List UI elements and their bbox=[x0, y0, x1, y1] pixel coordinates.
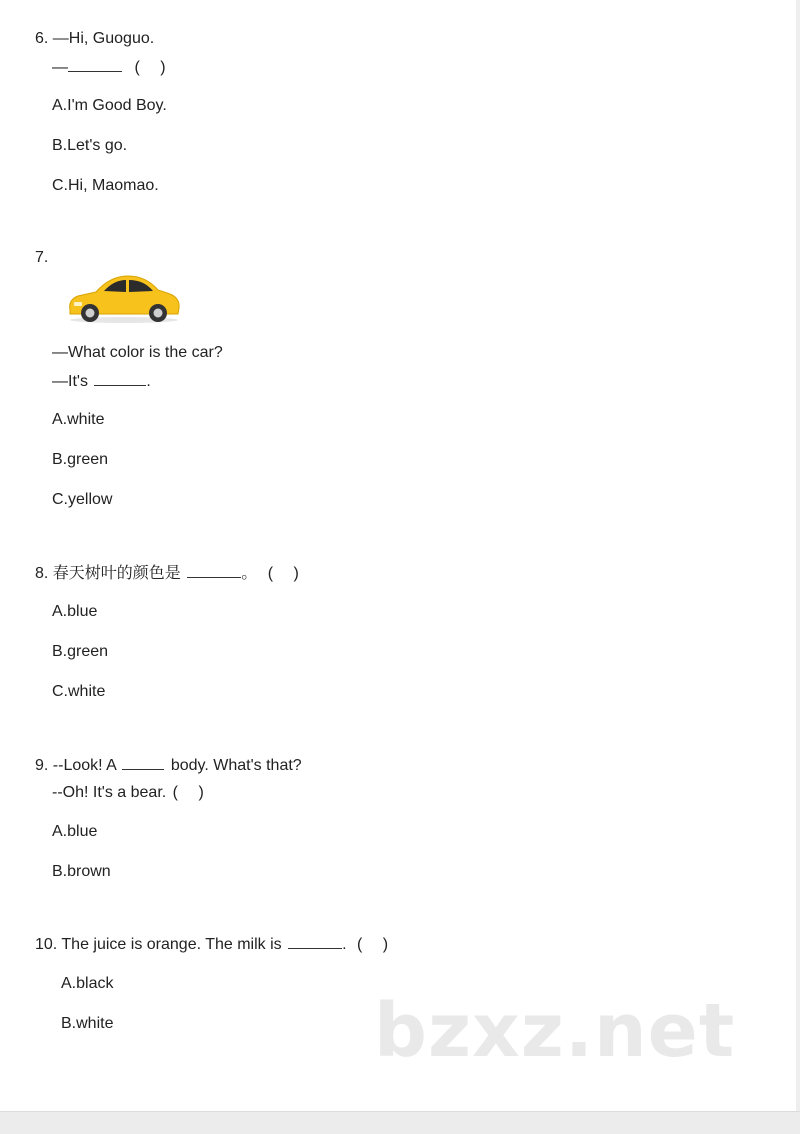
dialogue-text: --Oh! It's a bear. bbox=[52, 784, 167, 801]
question-suffix: . bbox=[342, 936, 347, 953]
question-7-dialogue-2 bbox=[52, 371, 151, 392]
question-7-option-b: B.green bbox=[52, 451, 109, 468]
question-6-answer-line bbox=[52, 57, 166, 78]
question-7-option-c: C.yellow bbox=[52, 491, 113, 508]
answer-blank bbox=[288, 934, 342, 949]
question-number: 10. bbox=[35, 936, 58, 953]
question-10-option-b: B.white bbox=[61, 1015, 114, 1032]
question-number: 8. bbox=[35, 565, 49, 582]
question-8-option-a: A.blue bbox=[52, 603, 98, 620]
question-text: The juice is orange. The milk is bbox=[61, 936, 282, 953]
question-10-stem bbox=[35, 934, 388, 955]
question-6-option-b: B.Let's go. bbox=[52, 137, 128, 154]
question-6-option-c: C.Hi, Maomao. bbox=[52, 177, 159, 194]
question-9-option-a: A.blue bbox=[52, 823, 98, 840]
question-6-stem bbox=[35, 29, 154, 49]
question-text-suffix: body. What's that? bbox=[170, 757, 302, 774]
dialogue-prefix: —It's bbox=[52, 373, 88, 390]
question-7-number: 7. bbox=[35, 249, 49, 266]
question-text-prefix: --Look! A bbox=[52, 757, 116, 774]
question-9-option-b: B.brown bbox=[52, 863, 111, 880]
answer-paren: ( ) bbox=[134, 59, 166, 76]
question-9-stem bbox=[35, 755, 302, 776]
question-8-option-c: C.white bbox=[52, 683, 106, 700]
answer-paren: ( ) bbox=[267, 565, 299, 582]
question-7-dialogue-1: —What color is the car? bbox=[52, 344, 223, 361]
bottom-scroll-bar[interactable] bbox=[0, 1111, 800, 1134]
answer-blank bbox=[187, 563, 241, 578]
yellow-car-image bbox=[66, 272, 182, 324]
answer-blank bbox=[94, 371, 146, 386]
question-7-option-a: A.white bbox=[52, 411, 105, 428]
dialogue-suffix: . bbox=[146, 373, 151, 390]
answer-blank bbox=[68, 57, 122, 72]
question-number: 6. bbox=[35, 30, 49, 47]
question-suffix: 。 bbox=[241, 565, 258, 582]
question-text: 春天树叶的颜色是 bbox=[52, 565, 181, 582]
answer-paren: ( ) bbox=[357, 936, 389, 953]
watermark: bzxz.net bbox=[374, 988, 736, 1074]
answer-paren: ( ) bbox=[172, 784, 204, 801]
question-8-stem bbox=[35, 563, 299, 584]
dash: — bbox=[52, 59, 68, 76]
page-edge-shadow bbox=[796, 0, 800, 1134]
question-8-option-b: B.green bbox=[52, 643, 109, 660]
question-number: 9. bbox=[35, 757, 49, 774]
question-6-option-a: A.I'm Good Boy. bbox=[52, 97, 167, 114]
question-10-option-a: A.black bbox=[61, 975, 114, 992]
question-text: —Hi, Guoguo. bbox=[52, 30, 155, 47]
answer-blank bbox=[122, 755, 164, 770]
question-9-dialogue-2 bbox=[52, 783, 204, 803]
